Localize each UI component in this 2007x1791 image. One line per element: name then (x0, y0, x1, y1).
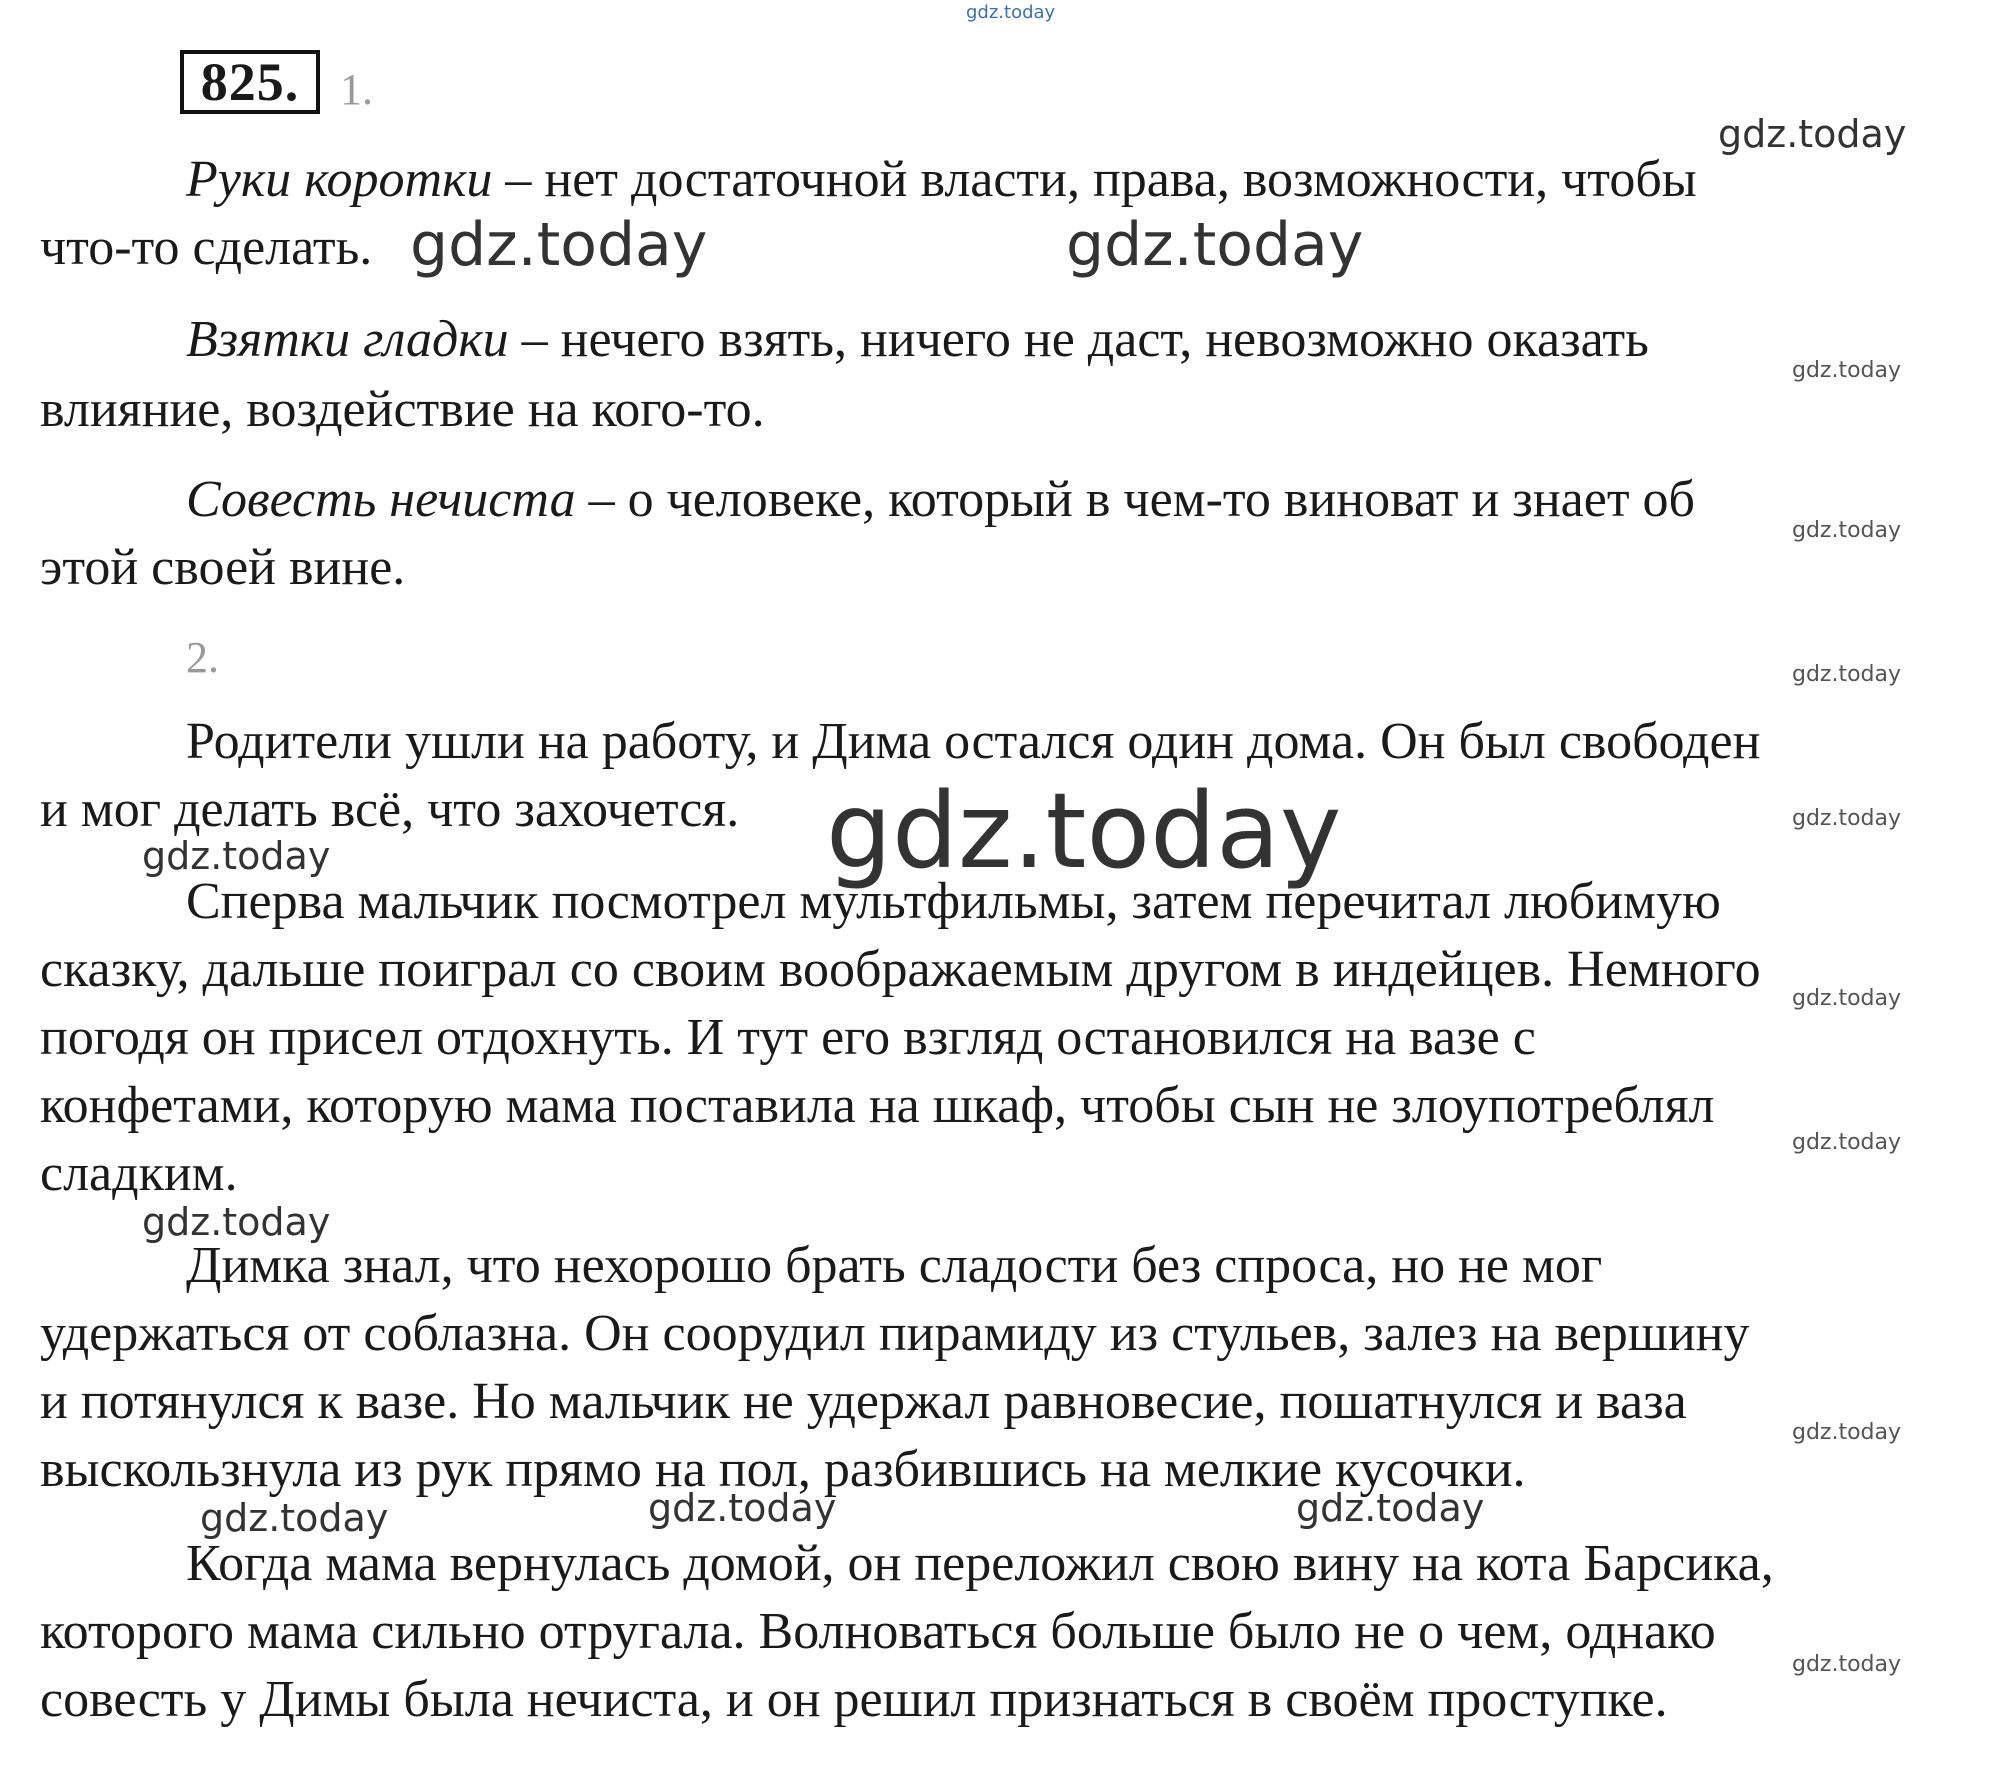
definition-line (186, 310, 1649, 370)
watermark: gdz.today (142, 1200, 331, 1244)
definition-term: Взятки гладки (186, 311, 509, 368)
watermark: gdz.today (410, 210, 708, 280)
definition-line (40, 538, 405, 598)
watermark: gdz.today (1792, 518, 1902, 543)
watermark: gdz.today (1296, 1486, 1485, 1530)
story-line: Когда мама вернулась домой, он переложил свою вину на кота Барсика, (186, 1535, 1774, 1592)
definition-text: влияние, воздействие на кого-то. (40, 381, 765, 438)
story-line: Сперва мальчик посмотрел мультфильмы, затем перечитал любимую (186, 873, 1721, 930)
part2-label: 2. (186, 633, 219, 682)
definition-text: – о человеке, который в чем-то виноват и знает об (575, 471, 1695, 528)
story-line: Димка знал, что нехорошо брать сладости без спроса, но не мог (186, 1237, 1603, 1294)
watermark: gdz.today (1792, 358, 1902, 383)
story-line: и потянулся к вазе. Но мальчик не удержал равновесие, пошатнулся и ваза (40, 1373, 1687, 1430)
watermark: gdz.today (1792, 1130, 1902, 1155)
watermark: gdz.today (1792, 986, 1902, 1011)
definition-text: что-то сделать. (40, 219, 373, 276)
story-line: выскользнула из рук прямо на пол, разбившись на мелкие кусочки. (40, 1441, 1526, 1498)
story-line: совесть у Димы была нечиста, и он решил признаться в своём проступке. (40, 1671, 1668, 1728)
watermark: gdz.today (1792, 1652, 1902, 1677)
definition-text: этой своей вине. (40, 539, 406, 596)
definition-line (186, 470, 1695, 530)
story-line: погодя он присел отдохнуть. И тут его взгляд остановился на вазе с (40, 1009, 1536, 1066)
watermark: gdz.today (1066, 210, 1364, 280)
story-line: и мог делать всё, что захочется. (40, 781, 740, 838)
story-line: конфетами, которую мама поставила на шкаф, чтобы сын не злоупотреблял (40, 1077, 1715, 1134)
watermark: gdz.today (1792, 806, 1902, 831)
watermark: gdz.today (1792, 1420, 1902, 1445)
part1-label: 1. (340, 65, 373, 114)
story-line: которого мама сильно отругала. Волноваться больше было не о чем, однако (40, 1603, 1716, 1660)
story-line: Родители ушли на работу, и Дима остался один дома. Он был свободен (186, 713, 1761, 770)
watermark: gdz.today (826, 770, 1342, 892)
definition-text: – нет достаточной власти, права, возможности, чтобы (492, 151, 1697, 208)
definition-term: Руки коротки (186, 151, 493, 208)
definition-line (40, 380, 765, 440)
watermark: gdz.today (142, 834, 331, 878)
watermark-top: gdz.today (966, 2, 1056, 23)
definition-term: Совесть нечиста (186, 471, 576, 528)
watermark: gdz.today (648, 1486, 837, 1530)
story-line: сказку, дальше поиграл со своим воображаемым другом в индейцев. Немного (40, 941, 1761, 998)
story-line: удержаться от соблазна. Он соорудил пирамиду из стульев, залез на вершину (40, 1305, 1750, 1362)
definition-line (186, 150, 1697, 210)
story-line: сладким. (40, 1145, 238, 1202)
watermark: gdz.today (1718, 112, 1907, 156)
watermark: gdz.today (200, 1496, 389, 1540)
watermark: gdz.today (1792, 662, 1902, 687)
definition-text: – нечего взять, ничего не даст, невозможно оказать (508, 311, 1649, 368)
exercise-number: 825. (180, 50, 320, 114)
definition-line (40, 218, 372, 278)
